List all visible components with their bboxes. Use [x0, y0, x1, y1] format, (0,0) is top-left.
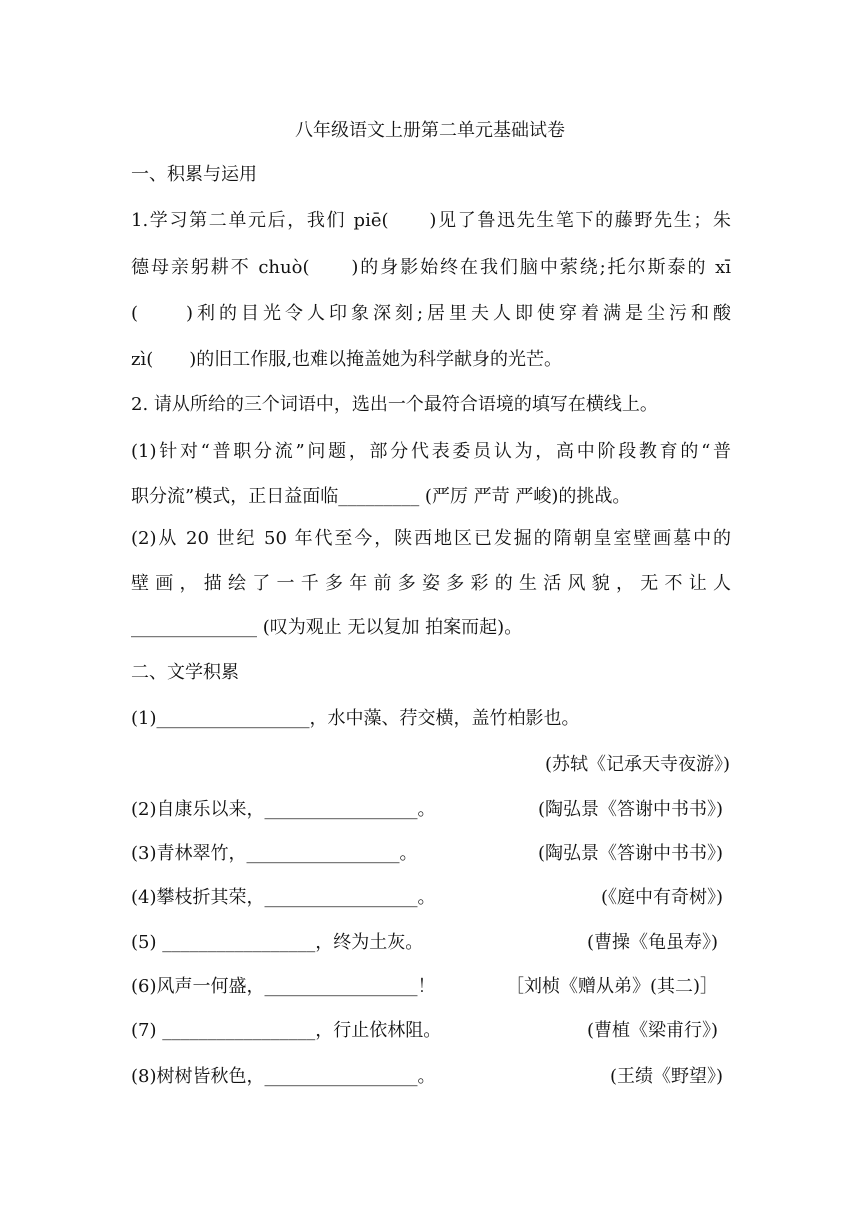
lit-source-3: (陶弘景《答谢中书书》): [537, 843, 723, 864]
lit-source-5: (曹操《龟虽寿》): [586, 932, 718, 953]
lit-item-5: (5) _________________，终为土灰。: [131, 932, 424, 953]
section-heading-1: 一、积累与运用: [131, 164, 257, 185]
lit-source-6: ［刘桢《赠从弟》(其二)］: [505, 976, 718, 997]
page-title: 八年级语文上册第二单元基础试卷: [295, 120, 565, 141]
q1-line-4: zì( )的旧工作服,也难以掩盖她为科学献身的光芒。: [131, 349, 563, 370]
q2-part2-line-1: (2)从 20 世纪 50 年代至今，陕西地区已发掘的隋朝皇室壁画墓中的: [131, 528, 731, 549]
lit-item-4: (4)攀枝折其荣，_________________。: [131, 887, 436, 908]
lit-source-4: (《庭中有奇树》): [600, 887, 723, 908]
q2-intro: 2. 请从所给的三个词语中，选出一个最符合语境的填写在横线上。: [131, 394, 658, 415]
section-heading-2: 二、文学积累: [131, 662, 239, 683]
lit-item-1: (1)_________________，水中藻、荇交横，盖竹柏影也。: [131, 708, 580, 729]
q2-part2-line-3: ______________ (叹为观止 无以复加 拍案而起)。: [131, 617, 523, 638]
lit-source-7: (曹植《梁甫行》): [586, 1020, 718, 1041]
q1-line-2: 德母亲躬耕不 chuò( )的身影始终在我们脑中萦绕;托尔斯泰的 xī: [131, 257, 731, 278]
lit-item-8: (8)树树皆秋色，_________________。: [131, 1066, 436, 1087]
q2-part1-line-2: 职分流”模式，正日益面临_________ (严厉 严苛 严峻)的挑战。: [131, 486, 631, 507]
lit-source-1: (苏轼《记承天寺夜游》): [544, 754, 730, 775]
lit-item-2: (2)自康乐以来，_________________。: [131, 799, 436, 820]
q2-part1-line-1: (1)针对“普职分流”问题，部分代表委员认为，高中阶段教育的“普: [131, 441, 731, 462]
q1-line-1: 1.学习第二单元后，我们 piē( )见了鲁迅先生笔下的藤野先生；朱: [131, 210, 731, 231]
lit-item-7: (7) _________________，行止依林阻。: [131, 1020, 442, 1041]
lit-source-2: (陶弘景《答谢中书书》): [537, 799, 723, 820]
lit-item-6: (6)风声一何盛，_________________！: [131, 976, 436, 997]
lit-item-3: (3)青林翠竹，_________________。: [131, 843, 418, 864]
q1-line-3: ( )利的目光令人印象深刻;居里夫人即使穿着满是尘污和酸: [131, 303, 731, 324]
q2-part2-line-2: 壁画，描绘了一千多年前多姿多彩的生活风貌，无不让人: [131, 573, 731, 594]
lit-source-8: (王绩《野望》): [609, 1066, 723, 1087]
